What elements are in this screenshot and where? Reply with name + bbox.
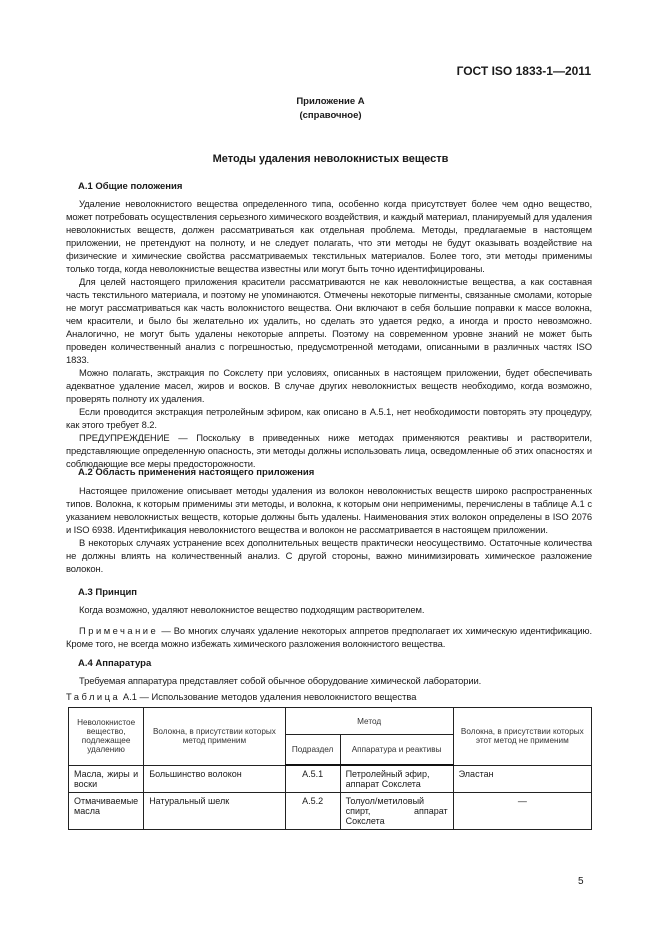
paragraph: Для целей настоящего приложения красители рассматриваются не как неволокнистые вещества, а как составная часть текстильного материала, и поэтому не упоминаются. Отмечены некоторые пигменты, связанные смолами, которые не могут рассматриваться как часть волокнистого вещества. Они включают в себя большие поправки к массе волокна, чем красители, и было бы желательно их удалить, но сделать это удается редко, а иногда и просто невозможно. Аналогично, не могут быть удалены некоторые аппреты. Поэтому на современном уровне знаний не может быть проведен количественный анализ с погрешностью, предусмотренной методами, описанными в различных частях ISO 1833. bbox=[66, 276, 592, 365]
table-caption bbox=[66, 691, 416, 702]
section-a2-body bbox=[66, 484, 592, 575]
paragraph: Когда возможно, удаляют неволокнистое вещество подходящим растворителем. bbox=[79, 604, 425, 615]
paragraph: Если проводится экстракция петролейным эфиром, как описано в А.5.1, нет необходимости повторять эту процедуру, как этого требует 8.2. bbox=[66, 406, 592, 430]
section-heading: А.2 Область применения настоящего приложения bbox=[78, 467, 315, 478]
table-row bbox=[69, 765, 592, 793]
warning-paragraph: ПРЕДУПРЕЖДЕНИЕ — Поскольку в приведенных ниже методах применяются реактивы и растворители, представляющие определенную опасность, эти методы должны использовать лица, осведомленные об этих опасностях и соблюдающие все меры предосторожности. bbox=[66, 432, 592, 469]
document-id: ГОСТ ISO 1833-1—2011 bbox=[456, 64, 591, 78]
paragraph: Настоящее приложение описывает методы удаления из волокон неволокнистых веществ широко распространенных типов. Волокна, к которым применимы эти методы, и волокна, к которым они неприменимы, перечислены в таблице А.1 с указанием неволокнистых веществ, которые должны быть удалены. Наименования этих волокон определены в ISO 2076 и ISO 6938. Идентификация неволокнистого вещества и волокон не рассматривается в настоящем приложении. bbox=[66, 485, 592, 535]
paragraph: Можно полагать, экстракция по Сокслету при условиях, описанных в настоящем приложении, будет обеспечивать адекватное удаление масел, жиров и восков. В случае других неволокнистых веществ необходимо, когда возможно, проверять полноту их удаления. bbox=[66, 367, 592, 404]
col-header-fibres-not-applicable: Волокна, в присутствии которых этот метод не применим bbox=[453, 708, 591, 766]
cell-not-applicable: — bbox=[453, 793, 591, 830]
page-number: 5 bbox=[578, 876, 584, 887]
cell-apparatus: Толуол/метиловый спирт, аппарат Сокслета bbox=[340, 793, 453, 830]
cell-fibres: Большинство волокон bbox=[144, 765, 285, 793]
section-heading: А.4 Аппаратура bbox=[78, 658, 152, 669]
section-heading: А.3 Принцип bbox=[78, 587, 138, 598]
cell-subsection: А.5.1 bbox=[285, 765, 340, 793]
methods-table bbox=[68, 707, 592, 830]
note bbox=[66, 624, 592, 650]
cell-apparatus: Петролейный эфир, аппарат Сокслета bbox=[340, 765, 453, 793]
cell-fibres: Натуральный шелк bbox=[144, 793, 285, 830]
col-header-fibres-applicable: Волокна, в присутствии которых метод применим bbox=[144, 708, 285, 766]
paragraph: В некоторых случаях устранение всех дополнительных веществ практически неосуществимо. Остаточные количества не должны влиять на количественный анализ. С другой стороны, важно минимизировать химическое разложение волокон. bbox=[66, 537, 592, 574]
caption-label: Таблица bbox=[66, 691, 121, 702]
section-heading: А.1 Общие положения bbox=[78, 181, 183, 192]
col-header-subsection: Подраздел bbox=[285, 735, 340, 766]
col-header-substance: Неволокнистое вещество, подлежащее удалению bbox=[69, 708, 144, 766]
section-a1-body bbox=[66, 197, 592, 470]
paragraph: Удаление неволокнистого вещества определенного типа, особенно когда присутствует более чем одно вещество, может потребовать осуществления серьезного химического воздействия, и каждый материал, планируемый для удаления неволокнистых веществ, должен рассматриваться как отдельная проблема. Методы, предлагаемые в настоящем приложении, не претендуют на полноту, и не следует полагать, что эти методы не будут оказывать воздействие на физические и химические свойства рассматриваемых текстильных материалов. Более того, эти методы применимы только тогда, когда неволокнистые вещества известны или могут быть точно идентифицированы. bbox=[66, 198, 592, 274]
annex-title: Приложение А bbox=[296, 96, 365, 107]
col-header-method: Метод bbox=[285, 708, 453, 735]
col-header-apparatus: Аппаратура и реактивы bbox=[340, 735, 453, 766]
section-a3-body bbox=[66, 603, 592, 650]
caption-text: А.1 — Использование методов удаления неволокнистого вещества bbox=[120, 691, 417, 702]
cell-substance: Масла, жиры и воски bbox=[69, 765, 144, 793]
cell-not-applicable: Эластан bbox=[453, 765, 591, 793]
annex-subtitle: (справочное) bbox=[299, 110, 362, 121]
annex-heading: Методы удаления неволокнистых веществ bbox=[212, 153, 449, 165]
note-label: Примечание bbox=[79, 625, 159, 636]
cell-subsection: А.5.2 bbox=[285, 793, 340, 830]
cell-substance: Отмачиваемые масла bbox=[69, 793, 144, 830]
note-text: — Во многих случаях удаление некоторых аппретов предполагает их химическую идентификацию. Кроме того, не всегда можно избежать химического разложения волокнистого вещества. bbox=[66, 625, 592, 649]
paragraph: Требуемая аппаратура представляет собой обычное оборудование химической лаборатории. bbox=[79, 675, 482, 686]
table-row bbox=[69, 793, 592, 830]
section-a4-body bbox=[66, 674, 592, 687]
